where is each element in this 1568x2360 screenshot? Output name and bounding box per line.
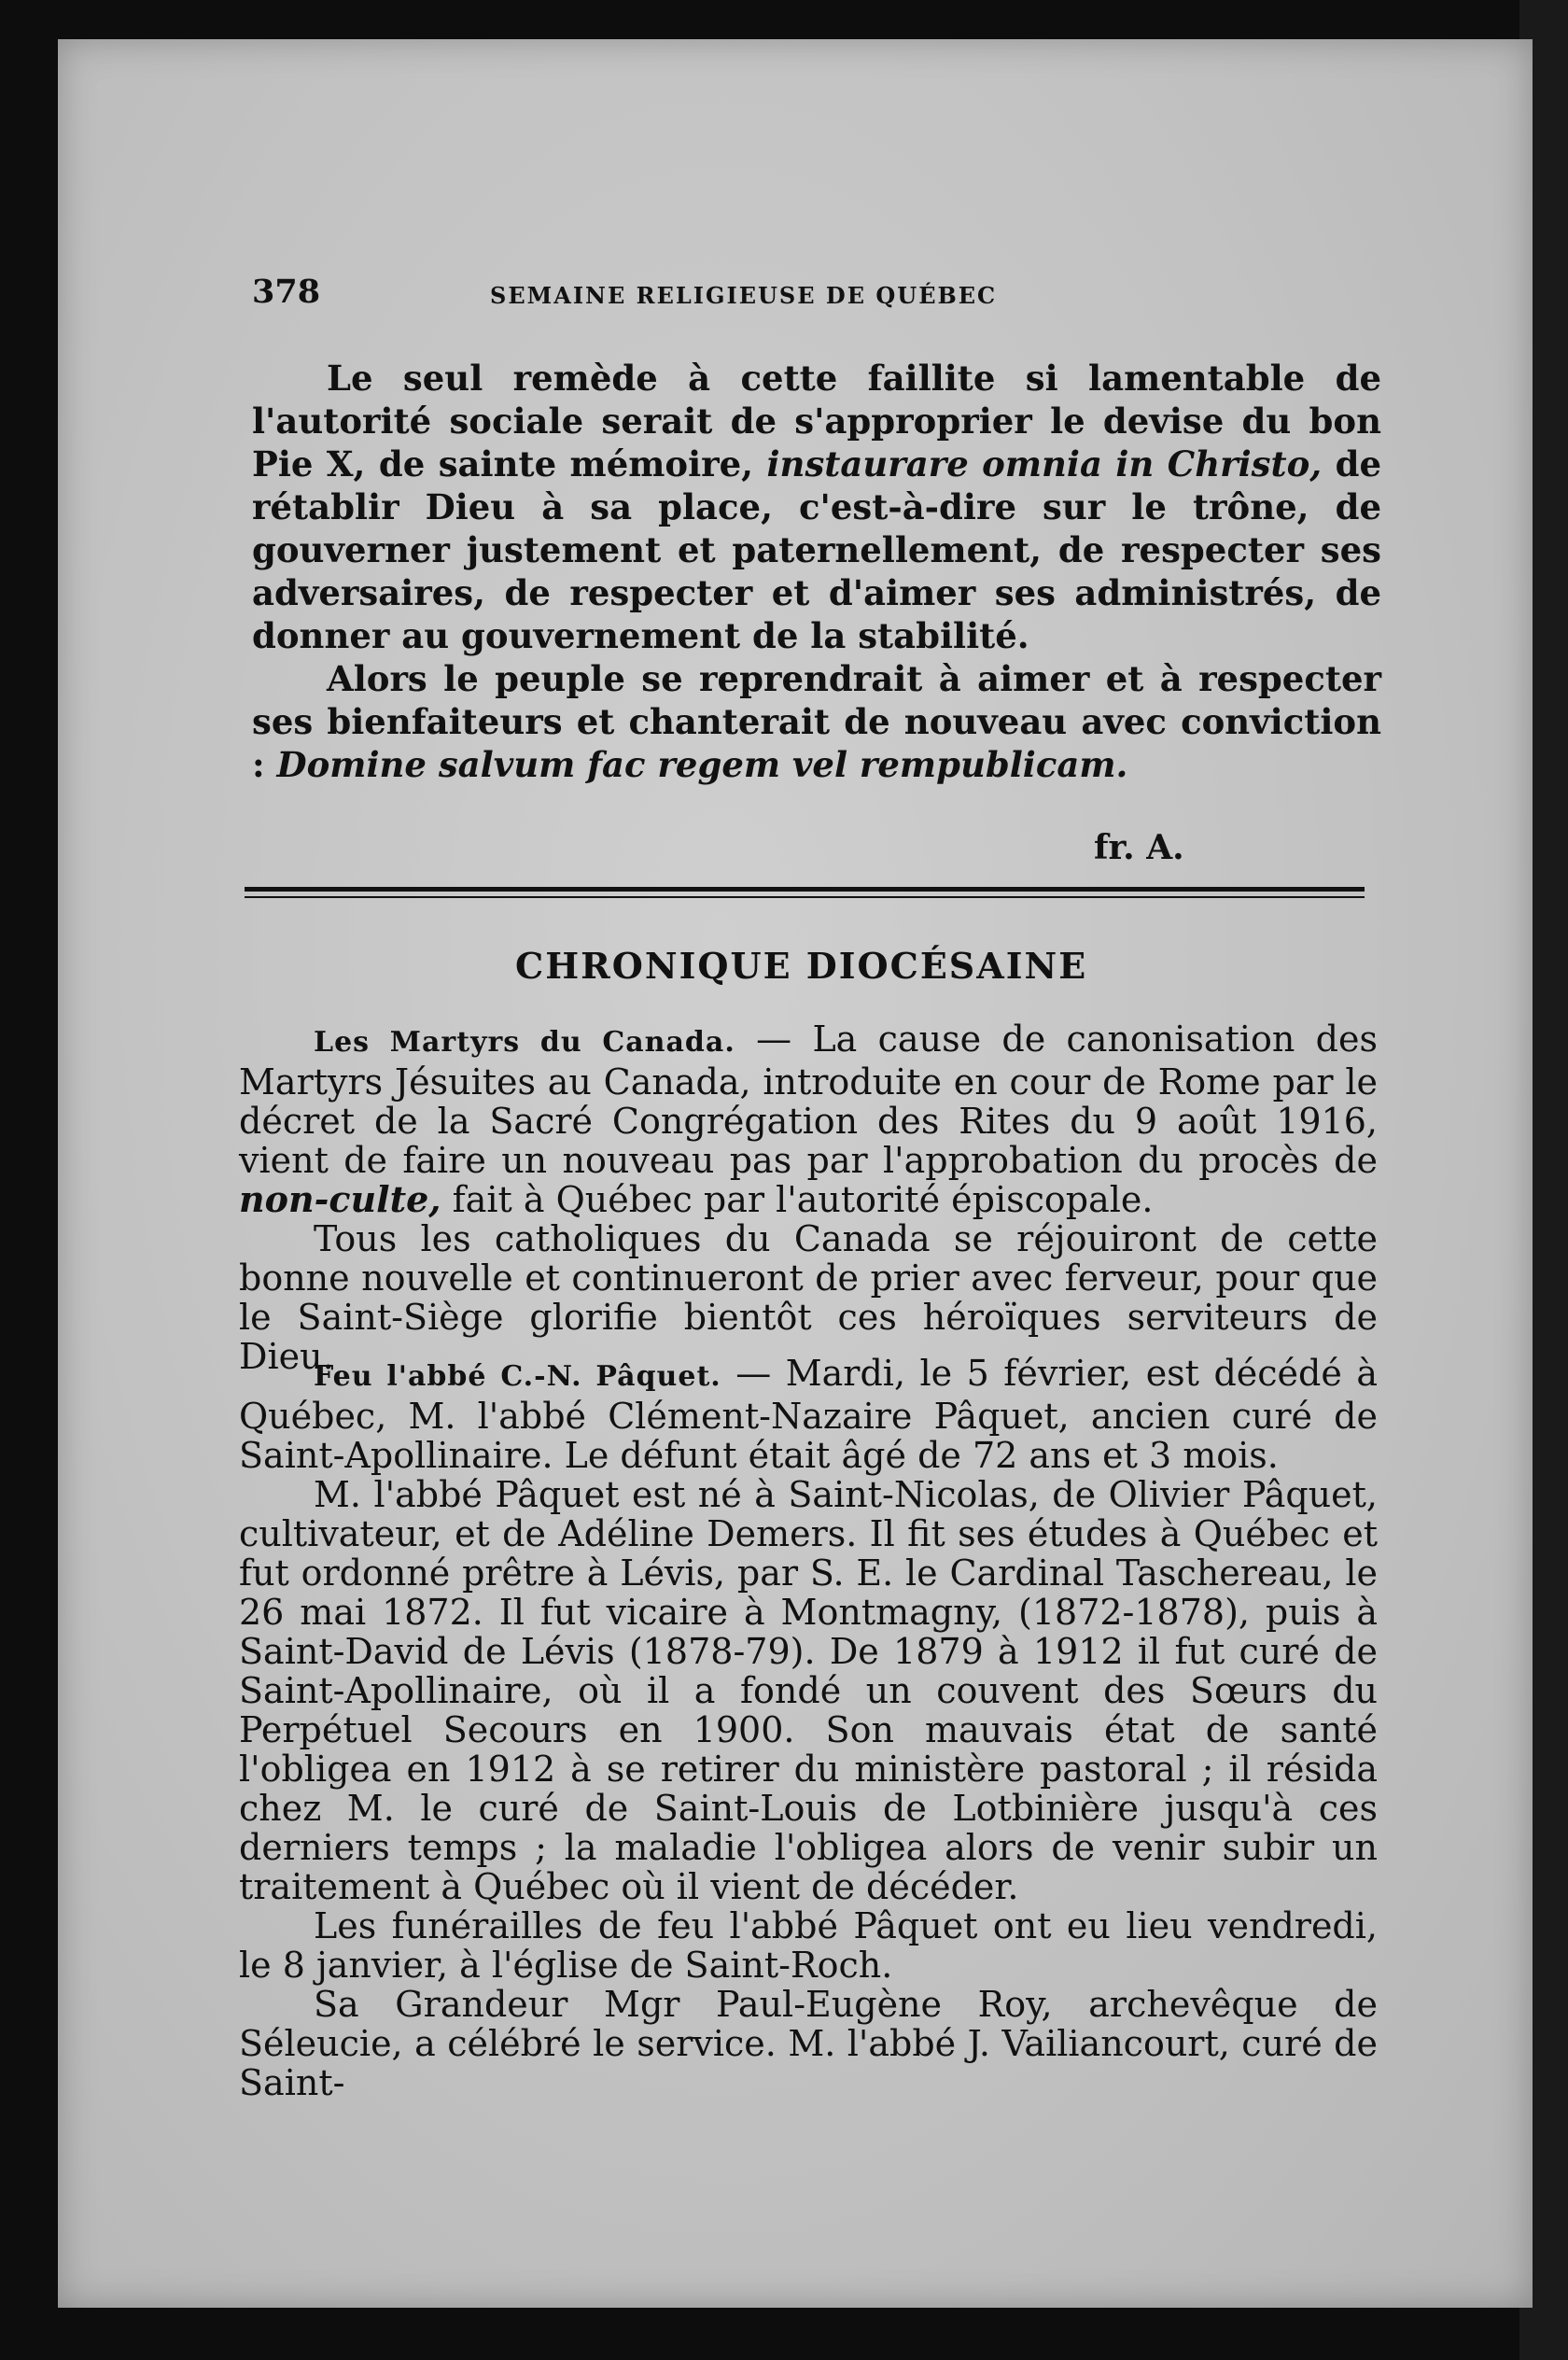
section-divider — [245, 887, 1365, 906]
scanned-page — [58, 39, 1533, 2308]
author-signature: fr. A. — [1094, 828, 1184, 867]
page-number: 378 — [252, 273, 321, 311]
article-paquet — [239, 1354, 1378, 2102]
essay-paragraph: Le seul remède à cette faillite si lamentable de l'autorité sociale serait de s'approprier le devise du bon Pie X, de sainte mémoire, instaurare omnia in Christo, de rétablir Dieu à sa place, c'est-à-dire sur le trône, de gouverner justement et paternellement, de respecter ses adversaires, de respecter et d'aimer ses administrés, de donner au gouvernement de la stabilité. — [252, 358, 1381, 656]
article-heading: Les Martyrs du Canada. — [314, 1026, 735, 1059]
article-paragraph: M. l'abbé Pâquet est né à Saint-Nicolas, de Olivier Pâquet, cultivateur, et de Adéline Demers. Il fit ses études à Québec et fut ordonné prêtre à Lévis, par S. E. le Cardinal Taschereau, le 26 mai 1872. Il fut vicaire à Montmagny, (1872-1878), puis à Saint-David de Lévis (1878-79). De 1879 à 1912 il fut curé de Saint-Apollinaire, où il a fondé un couvent des Sœurs du Perpétuel Secours en 1900. Son mauvais état de santé l'obligea en 1912 à se retirer du ministère pastoral ; il résida chez M. le curé de Saint-Louis de Lotbinière jusqu'à ces derniers temps ; la maladie l'obligea alors de venir subir un traitement à Québec où il vient de décéder. — [239, 1474, 1378, 1907]
page-header — [252, 273, 1381, 329]
article-heading: Feu l'abbé C.-N. Pâquet. — [314, 1360, 721, 1393]
article-paragraph: Sa Grandeur Mgr Paul-Eugène Roy, archevêque de Séleucie, a célébré le service. M. l'abbé J. Vailiancourt, curé de Saint- — [239, 1984, 1378, 2103]
article-martyrs — [239, 1019, 1378, 1376]
essay-conclusion — [252, 357, 1381, 786]
article-paragraph: Les funérailles de feu l'abbé Pâquet ont eu lieu vendredi, le 8 janvier, à l'église de Saint-Roch. — [239, 1905, 1378, 1986]
article-paragraph: Les Martyrs du Canada. — La cause de canonisation des Martyrs Jésuites au Canada, introduite en cour de Rome par le décret de la Sacré Congrégation des Rites du 9 août 1916, vient de faire un nouveau pas par l'approbation du procès de non-culte, fait à Québec par l'autorité épiscopale. — [239, 1018, 1378, 1220]
section-title: CHRONIQUE DIOCÉSAINE — [515, 945, 1088, 987]
article-paragraph: Feu l'abbé C.-N. Pâquet. — Mardi, le 5 février, est décédé à Québec, M. l'abbé Clément-Nazaire Pâquet, ancien curé de Saint-Apollinaire. Le défunt était âgé de 72 ans et 3 mois. — [239, 1353, 1378, 1476]
essay-paragraph: Alors le peuple se reprendrait à aimer et à respecter ses bienfaiteurs et chanterait de nouveau avec conviction : Domine salvum fac regem vel rempublicam. — [252, 658, 1381, 785]
article-paragraph: Tous les catholiques du Canada se réjouiront de cette bonne nouvelle et continueront de prier avec ferveur, pour que le Saint-Siège glorifie bientôt ces héroïques serviteurs de Dieu. — [239, 1218, 1378, 1377]
running-head: SEMAINE RELIGIEUSE DE QUÉBEC — [490, 282, 998, 309]
